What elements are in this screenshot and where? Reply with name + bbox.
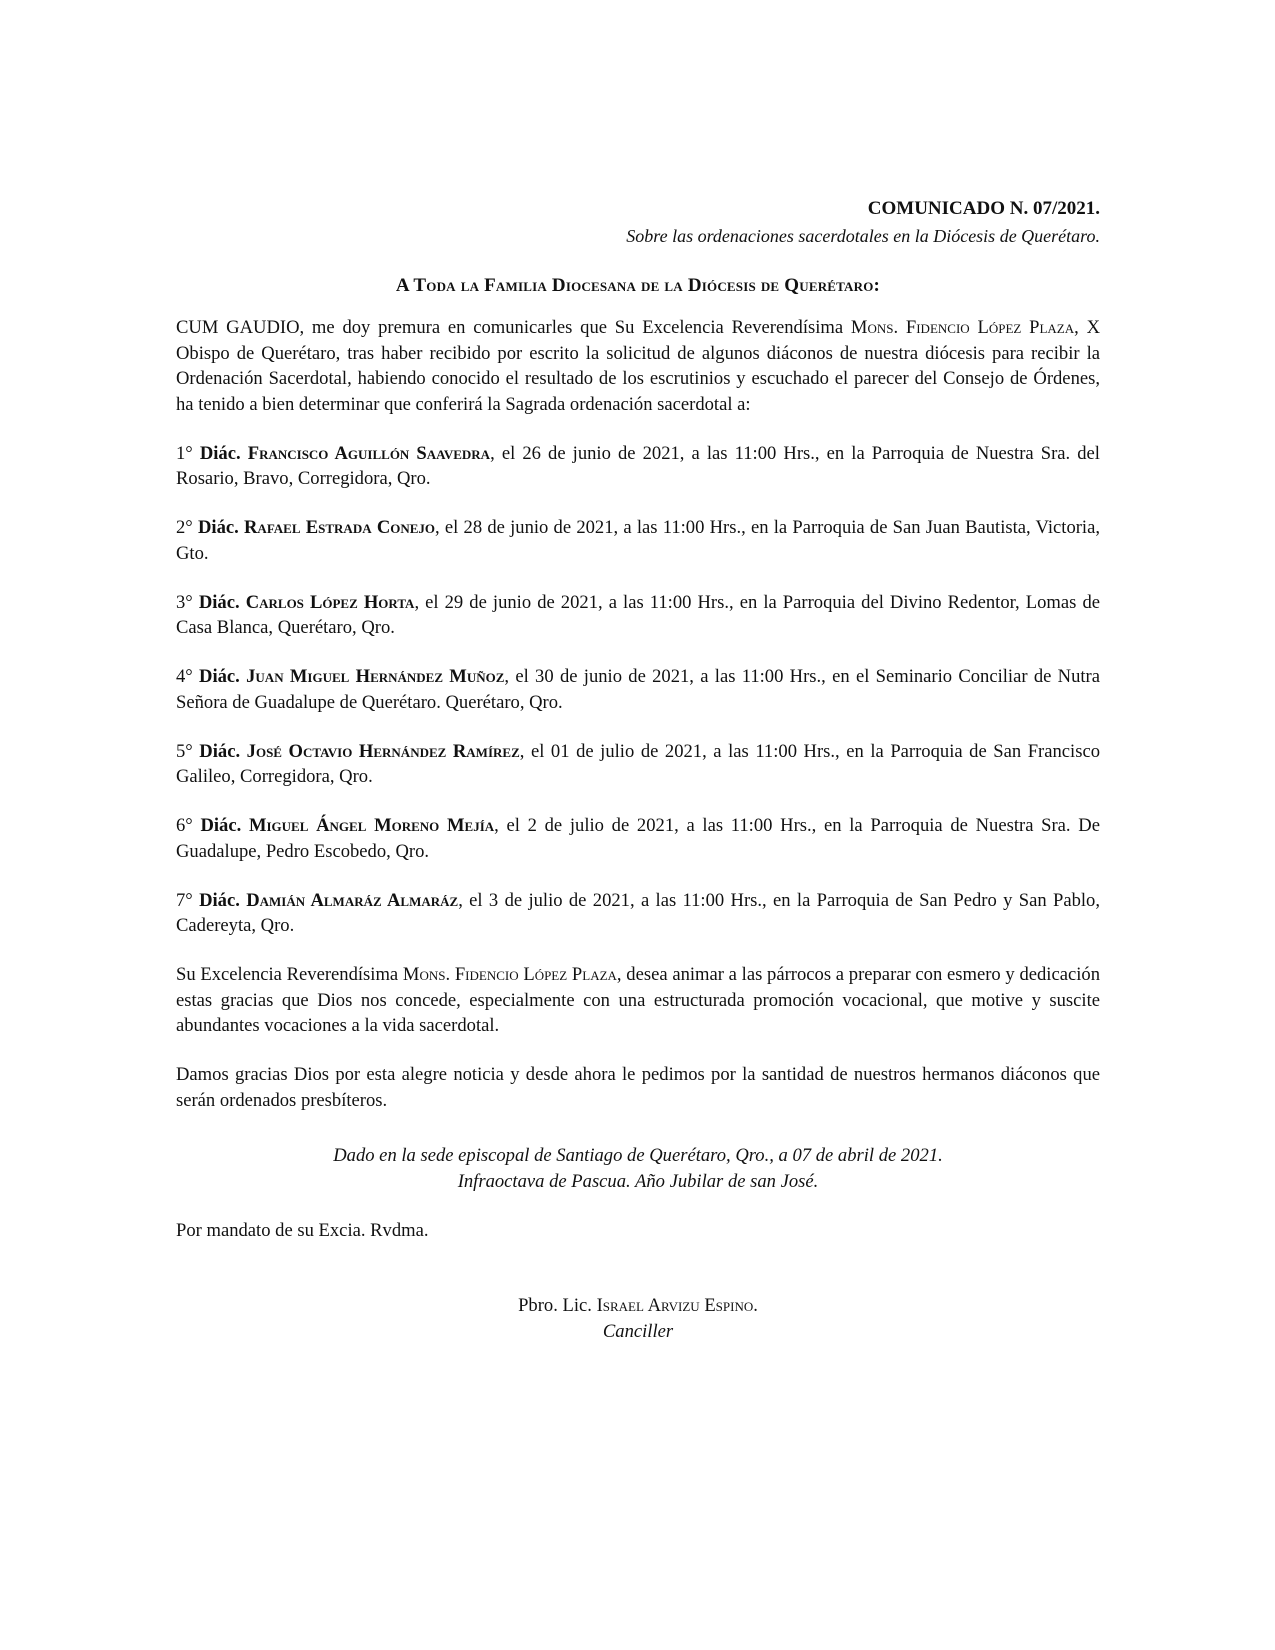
document-page [176,0,1100,1650]
salutation: A Toda la Familia Diocesana de la Diócesis de Querétaro: [395,275,881,296]
signatory-prefix: Pbro. Lic. [518,1295,597,1316]
ordination-number: 6° [176,815,193,836]
ordination-item [176,813,1100,864]
intro-text-end: , X Obispo de Querétaro, tras haber recibido por escrito la solicitud de algunos diáconos de nuestra diócesis para recibir la Ordenación Sacerdotal, habiendo conocido el resultado de los escrutinios y escuchado el parecer del Consejo de Órdenes, ha tenido a bien determinar que conferirá la Sagrada ordenación sacerdotal a: [176,317,1100,415]
deacon-name: Miguel Ángel Moreno Mejía [248,815,495,836]
intro-paragraph [176,315,1100,417]
exhortation-paragraph [176,962,1100,1039]
ordination-details: , el 26 de junio de 2021, a las 11:00 Hrs., en la Parroquia de Nuestra Sra. del Rosario, Bravo, Corregidora, Qro. [176,442,1100,489]
ordination-item [176,739,1100,790]
closing-date-line: Dado en la sede episcopal de Santiago de Querétaro, Qro., a 07 de abril de 2021. [333,1145,943,1166]
deacon-name: Rafael Estrada Conejo [244,517,436,538]
ordination-item [176,590,1100,641]
intro-text-start: CUM GAUDIO, me doy premura en comunicarles que Su Excelencia Reverendísima [176,317,851,338]
document-body [176,315,1100,1137]
signature-block [176,1293,1100,1344]
signatory-name: Israel Arvizu Espino [596,1295,754,1316]
bishop-name: Mons. Fidencio López Plaza [402,964,617,985]
deacon-name: Juan Miguel Hernández Muñoz [246,666,505,687]
closing-block [176,1143,1100,1194]
ordination-number: 3° [176,591,193,613]
ordination-number: 1° [176,442,193,464]
exhortation-text-end: , desea animar a las párrocos a preparar con esmero y dedicación estas gracias que Dios nos concede, especialmente con una estructurada promoción vocacional, que motive y suscite abundantes vocaciones a la vida sacerdotal. [176,964,1100,1036]
deacon-name: José Octavio Hernández Ramírez [246,740,520,762]
document-subtitle: Sobre las ordenaciones sacerdotales en la Diócesis de Querétaro. [626,226,1100,246]
document-header [626,195,1100,249]
ordination-details: , el 30 de junio de 2021, a las 11:00 Hrs., en el Seminario Conciliar de Nutra Señora de Guadalupe de Querétaro. Querétaro, Qro. [176,666,1101,713]
exhortation-text-start: Su Excelencia Reverendísima [176,964,403,985]
ordination-title: Diác. [198,591,240,613]
ordination-title: Diác. [199,740,241,762]
ordination-details: , el 29 de junio de 2021, a las 11:00 Hrs., en la Parroquia del Divino Redentor, Lomas de Casa Blanca, Querétaro, Qro. [176,591,1100,638]
mandate-line: Por mandato de su Excia. Rvdma. [176,1220,429,1241]
ordination-number: 2° [176,517,193,538]
ordination-number: 7° [176,889,193,911]
ordination-number: 4° [176,666,193,687]
ordination-details: , el 2 de julio de 2021, a las 11:00 Hrs., en la Parroquia de Nuestra Sra. De Guadalupe, Pedro Escobedo, Qro. [176,815,1100,862]
ordination-item [176,888,1100,939]
ordination-title: Diác. [199,889,240,911]
signatory-suffix: . [753,1295,758,1316]
ordination-details: , el 28 de junio de 2021, a las 11:00 Hrs., en la Parroquia de San Juan Bautista, Victoria, Gto. [176,517,1101,564]
ordination-title: Diác. [197,517,239,538]
ordination-details: , el 01 de julio de 2021, a las 11:00 Hrs., en la Parroquia de San Francisco Galileo, Corregidora, Qro. [176,740,1100,787]
closing-season-line: Infraoctava de Pascua. Año Jubilar de san José. [457,1170,819,1192]
bishop-name: Mons. Fidencio López Plaza [850,317,1075,338]
ordination-item [176,664,1100,715]
signatory-line [176,1293,1100,1319]
deacon-name: Damián Almaráz Almaráz [246,889,459,911]
deacon-name: Carlos López Horta [245,591,415,613]
ordination-title: Diác. [199,666,240,687]
deacon-name: Francisco Aguillón Saavedra [247,442,491,464]
ordination-title: Diác. [199,442,241,464]
thanks-paragraph: Damos gracias Dios por esta alegre noticia y desde ahora le pedimos por la santidad de nuestros hermanos diáconos que serán ordenados presbíteros. [176,1064,1100,1111]
ordination-title: Diác. [200,815,242,836]
signatory-role: Canciller [602,1320,674,1342]
ordination-item [176,515,1100,566]
ordination-item [176,441,1100,492]
document-title: COMUNICADO N. 07/2021. [867,198,1100,219]
ordination-number: 5° [176,740,193,762]
ordination-details: , el 3 de julio de 2021, a las 11:00 Hrs., en la Parroquia de San Pedro y San Pablo, Cadereyta, Qro. [176,889,1101,936]
